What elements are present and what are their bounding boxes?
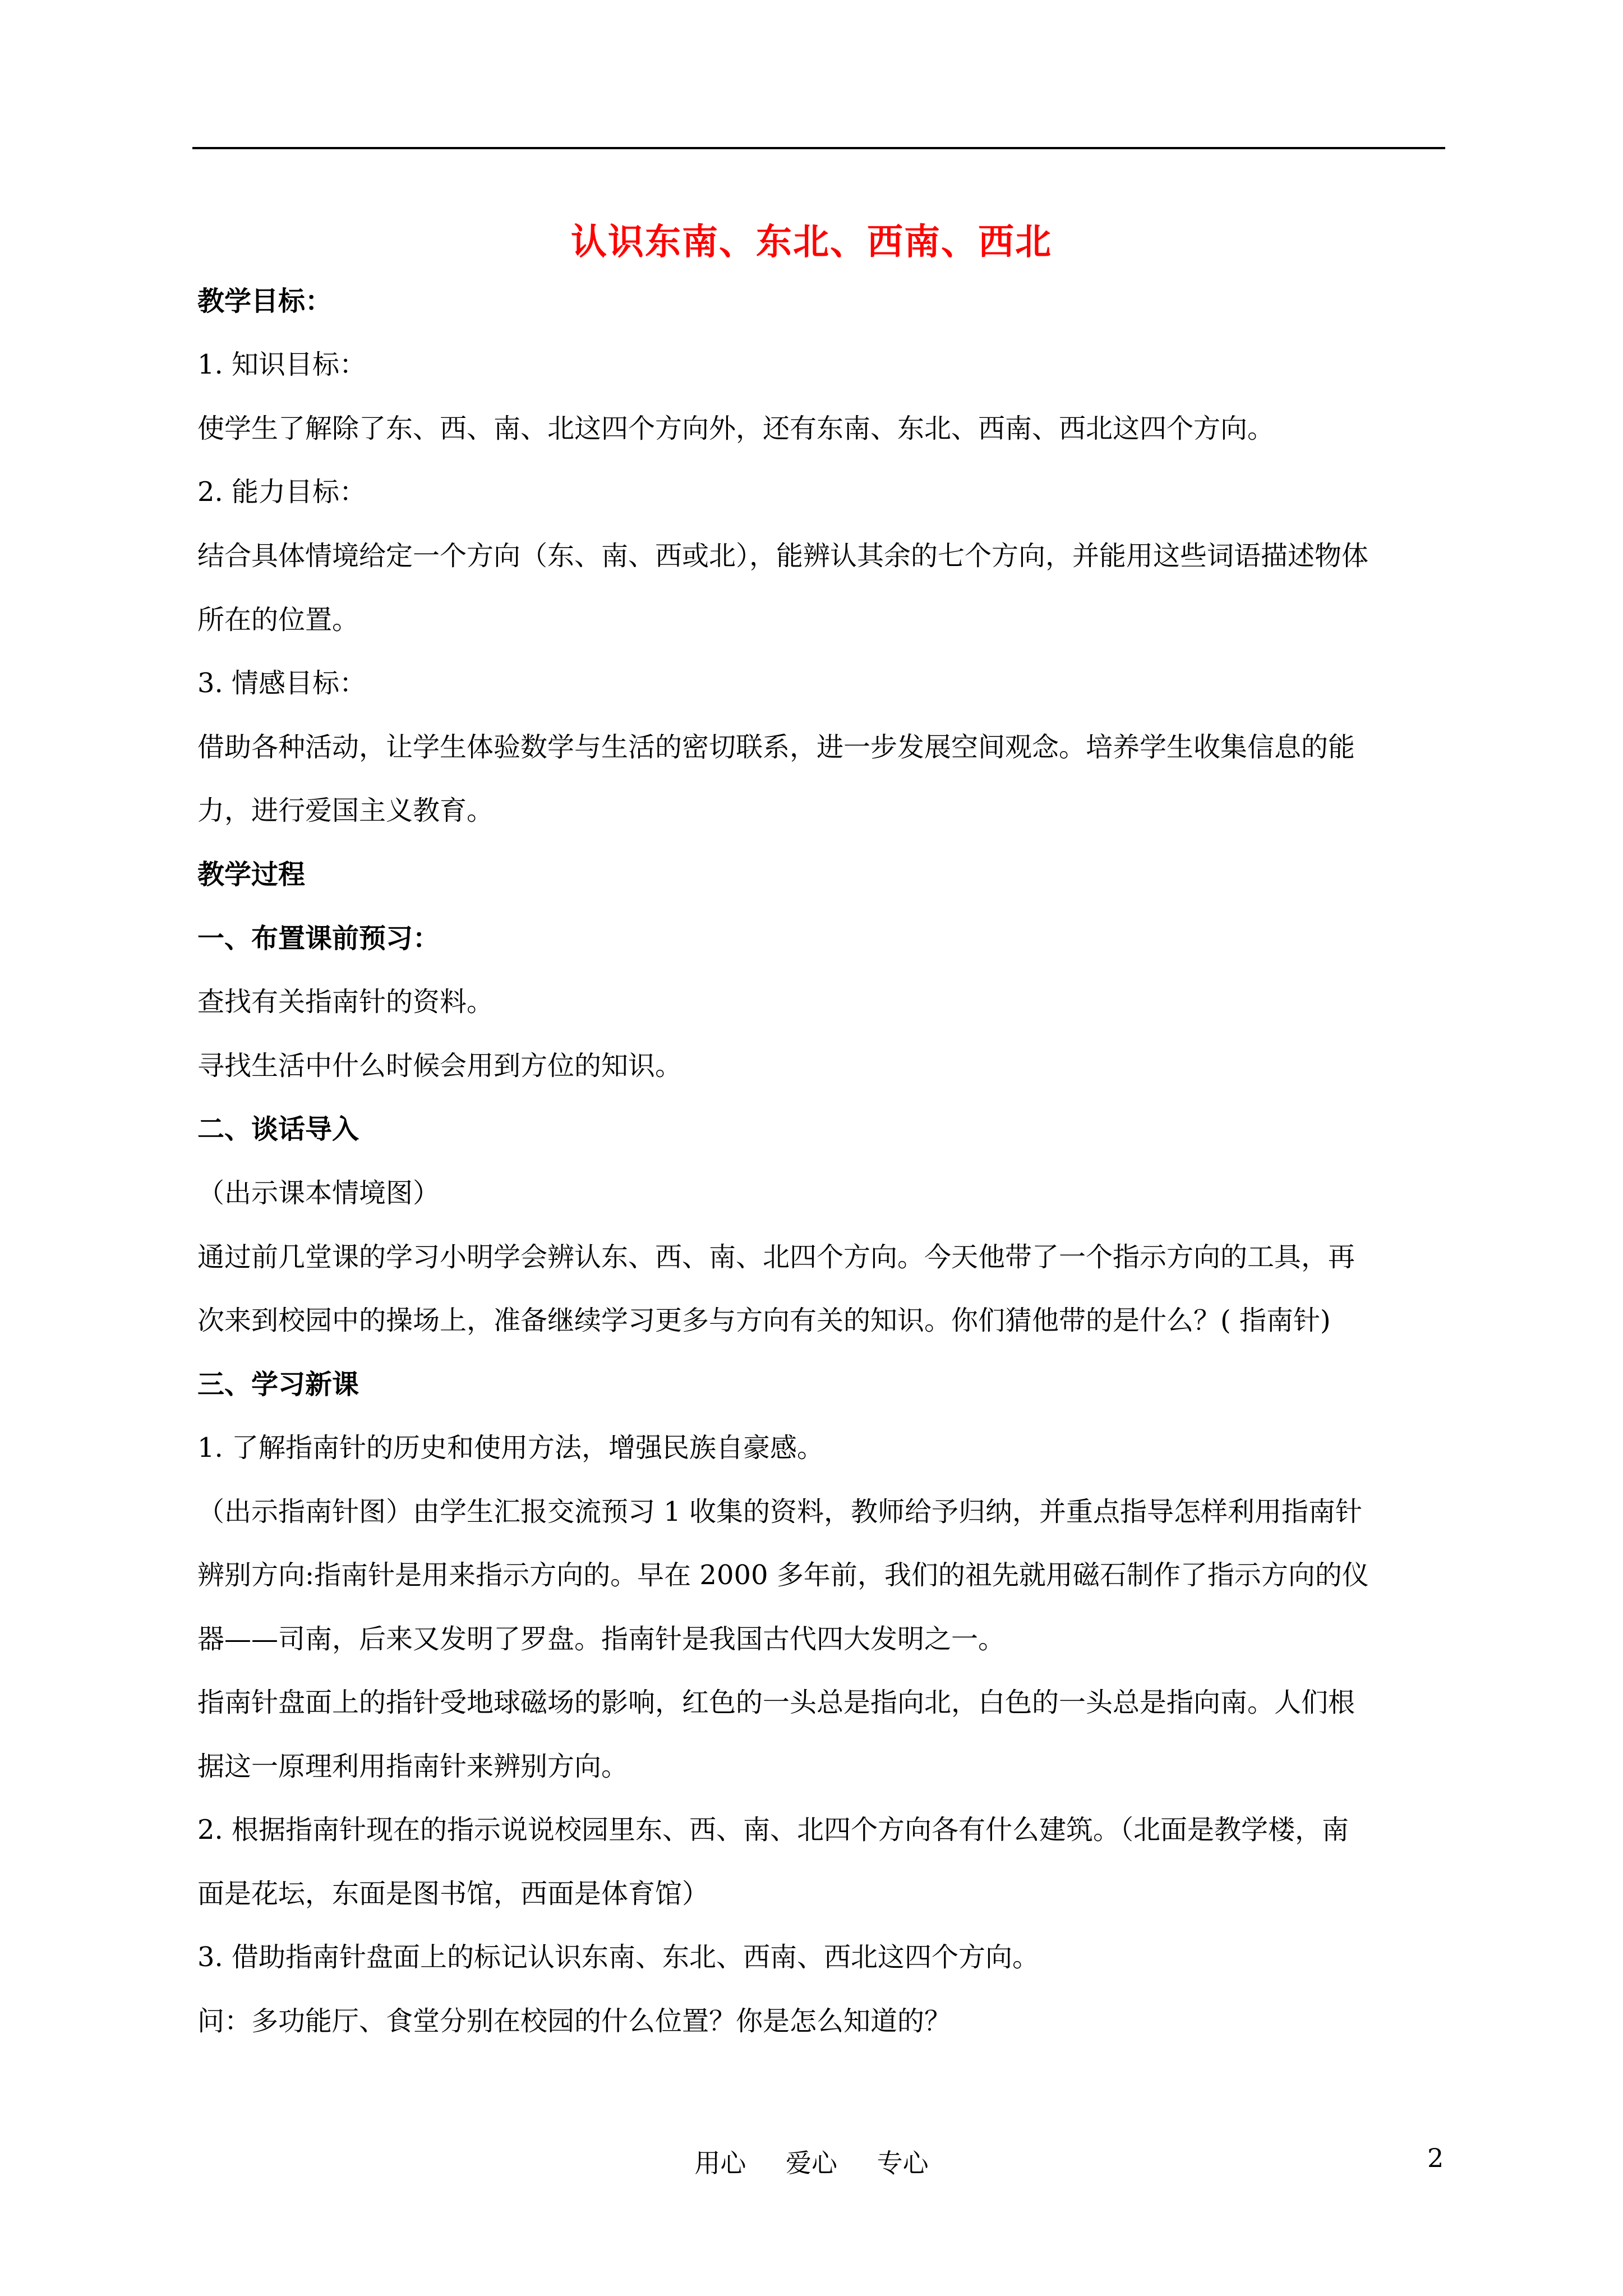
paragraph-line: （出示指南针图）由学生汇报交流预习 1 收集的资料，教师给予归纳，并重点指导怎样利用指南针 (197, 1496, 1363, 1527)
paragraph-line: 次来到校园中的操场上，准备继续学习更多与方向有关的知识。你们猜他带的是什么？( 指南针) (197, 1305, 1331, 1336)
paragraph-line: 3. 情感目标： (197, 668, 367, 699)
section-heading: 教学目标： (197, 286, 333, 317)
paragraph-line: 器——司南，后来又发明了罗盘。指南针是我国古代四大发明之一。 (197, 1623, 1006, 1655)
paragraph-line: 3. 借助指南针盘面上的标记认识东南、东北、西南、西北这四个方向。 (197, 1941, 1040, 1973)
footer-item: 用心 (694, 2148, 746, 2178)
paragraph-line: 据这一原理利用指南针来辨别方向。 (197, 1751, 629, 1782)
paragraph-line: 面是花坛，东面是图书馆，西面是体育馆） (197, 1878, 709, 1910)
header-rule (192, 147, 1445, 149)
section-heading: 教学过程 (197, 859, 306, 890)
paragraph-line: 所在的位置。 (197, 604, 359, 636)
paragraph-line: 力，进行爱国主义教育。 (197, 795, 494, 826)
paragraph-line: 寻找生活中什么时候会用到方位的知识。 (197, 1050, 683, 1082)
section-heading: 三、学习新课 (197, 1369, 359, 1400)
page-title: 认识东南、东北、西南、西北 (571, 221, 1052, 263)
paragraph-line: 问：多功能厅、食堂分别在校园的什么位置？你是怎么知道的？ (197, 2005, 952, 2037)
section-heading: 二、谈话导入 (197, 1114, 359, 1145)
footer-item: 爱心 (786, 2148, 837, 2178)
paragraph-line: 借助各种活动，让学生体验数学与生活的密切联系，进一步发展空间观念。培养学生收集信息的能 (197, 731, 1355, 763)
page-number: 2 (1427, 2143, 1444, 2173)
paragraph-line: （出示课本情境图） (197, 1177, 440, 1209)
section-heading: 一、布置课前预习： (197, 923, 440, 954)
paragraph-line: 1. 了解指南针的历史和使用方法，增强民族自豪感。 (197, 1432, 824, 1464)
paragraph-line: 查找有关指南针的资料。 (197, 986, 494, 1018)
paragraph-line: 2. 能力目标： (197, 476, 367, 508)
paragraph-line: 1. 知识目标： (197, 349, 367, 380)
footer-item: 专心 (877, 2148, 929, 2178)
paragraph-line: 使学生了解除了东、西、南、北这四个方向外，还有东南、东北、西南、西北这四个方向。 (197, 413, 1275, 444)
paragraph-line: 指南针盘面上的指针受地球磁场的影响，红色的一头总是指向北，白色的一头总是指向南。人们根 (197, 1687, 1355, 1718)
paragraph-line: 2. 根据指南针现在的指示说说校园里东、西、南、北四个方向各有什么建筑。（北面是教学楼，南 (197, 1814, 1349, 1846)
footer-slogan (0, 2143, 1623, 2180)
paragraph-line: 辨别方向:指南针是用来指示方向的。早在 2000 多年前，我们的祖先就用磁石制作了指示方向的仪 (197, 1559, 1369, 1591)
paragraph-line: 结合具体情境给定一个方向（东、南、西或北），能辨认其余的七个方向，并能用这些词语描述物体 (197, 540, 1369, 572)
paragraph-line: 通过前几堂课的学习小明学会辨认东、西、南、北四个方向。今天他带了一个指示方向的工具，再 (197, 1241, 1355, 1273)
